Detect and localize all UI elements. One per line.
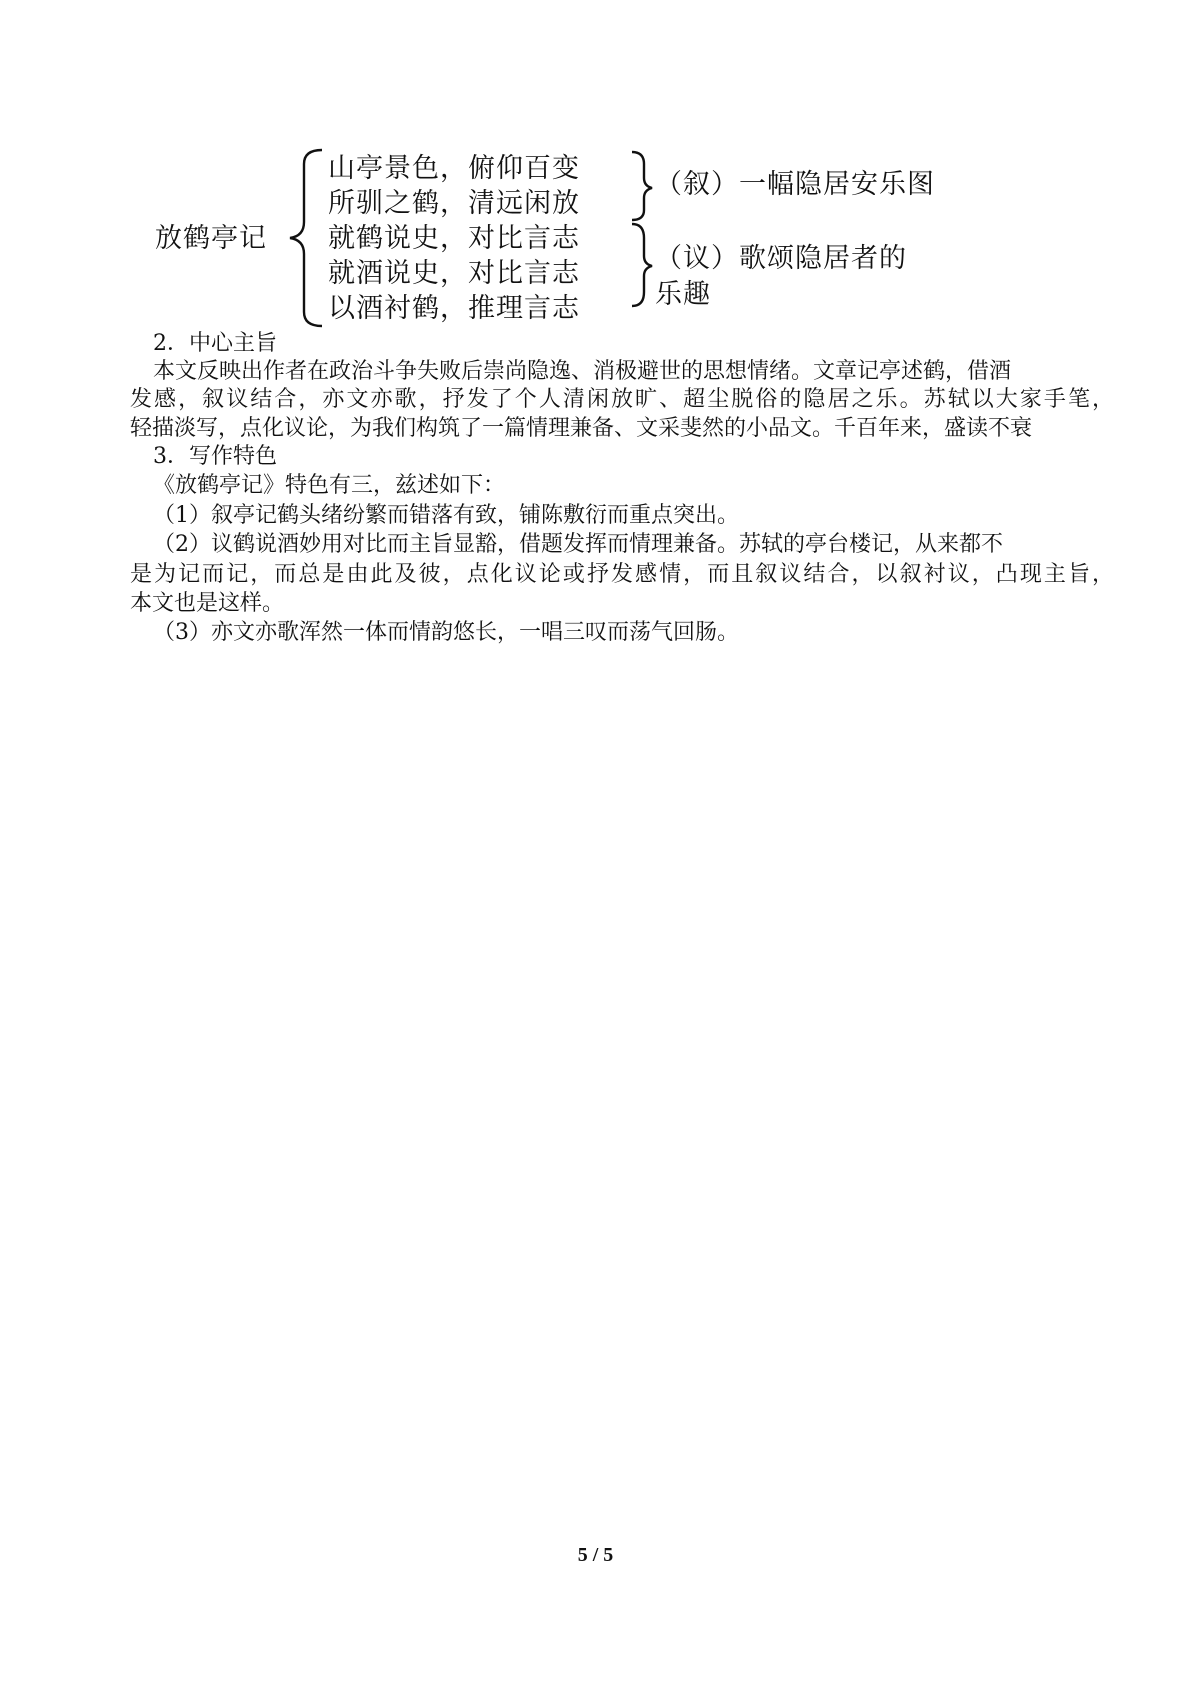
diagram-group2-label: （议）歌颂隐居者的 — [655, 243, 907, 274]
structure-diagram — [0, 0, 1191, 340]
list-item: （1）叙亭记鹤头绪纷繁而错落有致，铺陈敷衍而重点突出。 — [153, 503, 739, 528]
paragraph-line: 是为记而记，而总是由此及彼，点化议论或抒发感情，而且叙议结合，以叙衬议，凸现主旨， — [130, 562, 1114, 587]
diagram-group2-label-cont: 乐趣 — [655, 279, 711, 310]
diagram-row: 就酒说史，对比言志 — [328, 258, 580, 289]
paragraph-line: 本文反映出作者在政治斗争失败后崇尚隐逸、消极避世的思想情绪。文章记亭述鹤，借酒 — [153, 359, 1012, 384]
list-item: （3）亦文亦歌浑然一体而情韵悠长，一唱三叹而荡气回肠。 — [153, 620, 739, 645]
page-number: 5 / 5 — [577, 1544, 614, 1566]
paragraph-line: 轻描淡写，点化议论，为我们构筑了一篇情理兼备、文采斐然的小品文。千百年来，盛读不衰 — [130, 416, 1033, 441]
paragraph-line: 本文也是这样。 — [130, 591, 285, 616]
group1-right-brace — [632, 152, 652, 220]
diagram-row: 所驯之鹤，清远闲放 — [328, 188, 580, 219]
diagram-group1-label: （叙）一幅隐居安乐图 — [655, 169, 935, 200]
main-left-brace — [290, 150, 322, 326]
diagram-row: 就鹤说史，对比言志 — [328, 223, 580, 254]
diagram-root-title: 放鹤亭记 — [155, 223, 267, 254]
diagram-braces — [0, 0, 1191, 340]
paragraph-line: 发感，叙议结合，亦文亦歌，抒发了个人清闲放旷、超尘脱俗的隐居之乐。苏轼以大家手笔， — [130, 387, 1114, 412]
list-item: （2）议鹤说酒妙用对比而主旨显豁，借题发挥而情理兼备。苏轼的亭台楼记，从来都不 — [153, 532, 1003, 557]
group2-right-brace — [632, 224, 652, 306]
paragraph-line: 《放鹤亭记》特色有三，兹述如下： — [153, 473, 506, 498]
section-heading: 3．写作特色 — [153, 444, 277, 469]
diagram-row: 以酒衬鹤，推理言志 — [328, 293, 580, 324]
section-heading: 2．中心主旨 — [153, 331, 277, 356]
diagram-row: 山亭景色，俯仰百变 — [328, 153, 580, 184]
